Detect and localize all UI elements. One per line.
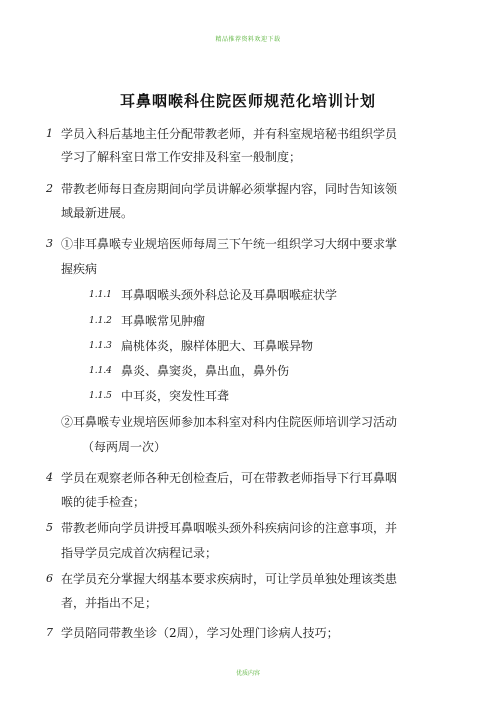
item-6-line-1: 在学员充分掌握大纲基本要求疾病时，可让学员单独处理该类患 [61,572,398,586]
sub-item-prefix: 1.1.3 [89,341,112,351]
item-7-line-1: 学员陪同带教坐诊（2周），学习处理门诊病人技巧； [61,626,339,640]
item-2-line-2: 域最新进展。 [61,206,134,220]
sub-item-text: 扁桃体炎，腺样体肥大、耳鼻喉异物 [121,339,314,353]
item-number: 2 [46,182,53,195]
item-number: 1 [46,127,53,140]
page-header: 精品推荐资料欢迎下载 [215,36,281,43]
item-number: 4 [46,471,53,484]
item-3-part2-line-2: （每两周一次） [82,440,167,454]
item-5-line-1: 带教老师向学员讲授耳鼻咽喉头颈外科疾病问诊的注意事项，并 [61,521,398,535]
sub-item-prefix: 1.1.5 [89,391,112,401]
item-3-part2-line-1: ②耳鼻喉专业规培医师参加本科室对科内住院医师培训学习活动 [61,415,398,429]
item-6-line-2: 者，并指出不足； [61,596,158,610]
item-5-line-2: 指导学员完成首次病程记录； [61,546,218,560]
item-number: 6 [46,572,53,585]
sub-item-text: 耳鼻喉常见肿瘤 [121,314,206,328]
item-number: 3 [46,237,53,250]
item-1-line-1: 学员入科后基地主任分配带教老师，并有科室规培秘书组织学员 [61,127,398,141]
item-3-line-2: 握疾病 [61,262,98,276]
item-2-line-1: 带教老师每日查房期间向学员讲解必须掌握内容，同时告知该领 [61,182,398,196]
item-4-line-1: 学员在观察老师各种无创检查后，可在带教老师指导下行耳鼻咽 [61,471,398,485]
sub-item-prefix: 1.1.4 [89,366,112,376]
item-1-line-2: 学习了解科室日常工作安排及科室一般制度； [61,150,302,164]
item-4-line-2: 喉的徒手检查； [61,495,146,509]
sub-item-text: 耳鼻咽喉头颈外科总论及耳鼻咽喉症状学 [121,288,338,302]
sub-item-text: 中耳炎，突发性耳聋 [121,389,230,403]
item-3-line-1: ①非耳鼻喉专业规培医师每周三下午统一组织学习大纲中要求掌 [61,237,398,251]
sub-item-text: 鼻炎、鼻窦炎，鼻出血，鼻外伤 [121,364,290,378]
sub-item-prefix: 1.1.1 [89,290,112,300]
item-number: 7 [46,626,53,639]
sub-item-prefix: 1.1.2 [89,316,112,326]
document-title: 耳鼻咽喉科住院医师规范化培训计划 [119,92,376,110]
page-footer: 优质内容 [235,670,260,677]
item-number: 5 [46,521,53,534]
